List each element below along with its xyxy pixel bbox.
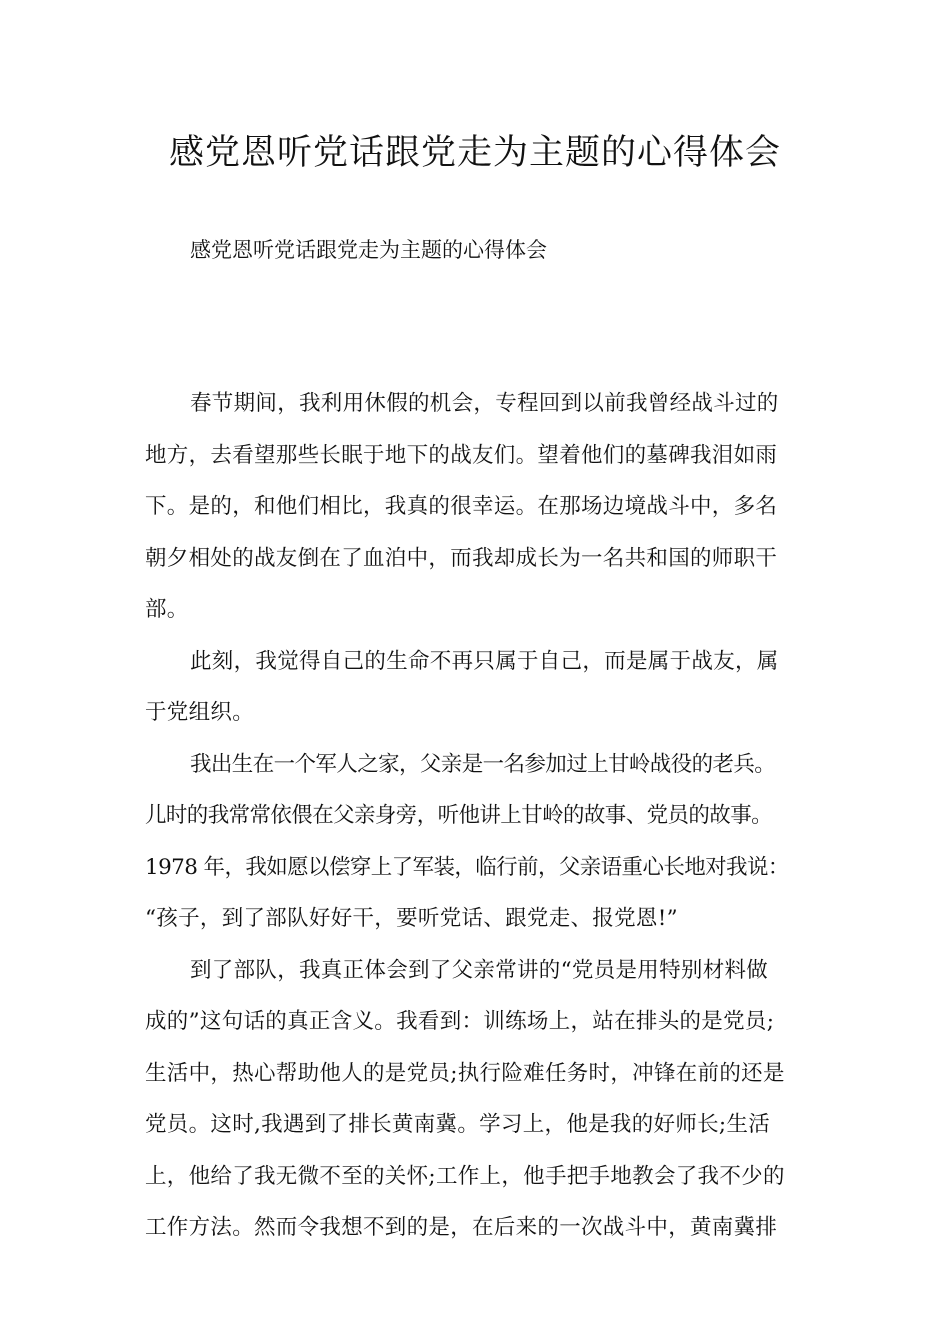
document-title: 感党恩听党话跟党走为主题的心得体会 xyxy=(168,133,781,173)
paragraph-line: 1978 年，我如愿以偿穿上了军装，临行前，父亲语重心长地对我说： xyxy=(145,854,789,880)
paragraph-line: 此刻，我觉得自己的生命不再只属于自己，而是属于战友，属 xyxy=(190,648,779,674)
paragraph-3 xyxy=(145,739,815,945)
paragraph-line: 地方，去看望那些长眠于地下的战友们。望着他们的墓碑我泪如雨 xyxy=(145,442,778,468)
paragraph-line: 儿时的我常常依偎在父亲身旁，听他讲上甘岭的故事、党员的故事。 xyxy=(145,803,773,828)
paragraph-line: 春节期间，我利用休假的机会，专程回到以前我曾经战斗过的 xyxy=(190,391,779,416)
paragraph-2 xyxy=(145,636,815,739)
paragraph-line: 党员。这时,我遇到了排长黄南冀。学习上，他是我的好师长;生活 xyxy=(145,1112,771,1137)
paragraph-line: 下。是的，和他们相比，我真的很幸运。在那场边境战斗中，多名 xyxy=(145,494,778,519)
paragraph-line: 到了部队，我真正体会到了父亲常讲的“党员是用特别材料做 xyxy=(190,957,769,983)
paragraph-line: 部。 xyxy=(145,597,189,622)
document-subtitle: 感党恩听党话跟党走为主题的心得体会 xyxy=(190,238,547,262)
paragraph-line: 我出生在一个军人之家，父亲是一名参加过上甘岭战役的老兵。 xyxy=(190,751,776,777)
paragraph-line: “孩子，到了部队好好干，要听党话、跟党走、报党恩!” xyxy=(145,906,678,931)
paragraph-line: 成的”这句话的真正含义。我看到：训练场上，站在排头的是党员; xyxy=(145,1009,775,1034)
paragraph-1 xyxy=(145,378,815,636)
document-body xyxy=(145,378,815,1254)
paragraph-line: 工作方法。然而令我想不到的是，在后来的一次战斗中，黄南冀排 xyxy=(145,1215,778,1240)
paragraph-line: 朝夕相处的战友倒在了血泊中，而我却成长为一名共和国的师职干 xyxy=(145,545,778,571)
paragraph-line: 于党组织。 xyxy=(145,700,255,725)
paragraph-4 xyxy=(145,945,815,1254)
paragraph-line: 上，他给了我无微不至的关怀;工作上，他手把手地教会了我不少的 xyxy=(145,1163,785,1189)
paragraph-line: 生活中，热心帮助他人的是党员;执行险难任务时，冲锋在前的还是 xyxy=(145,1060,785,1086)
